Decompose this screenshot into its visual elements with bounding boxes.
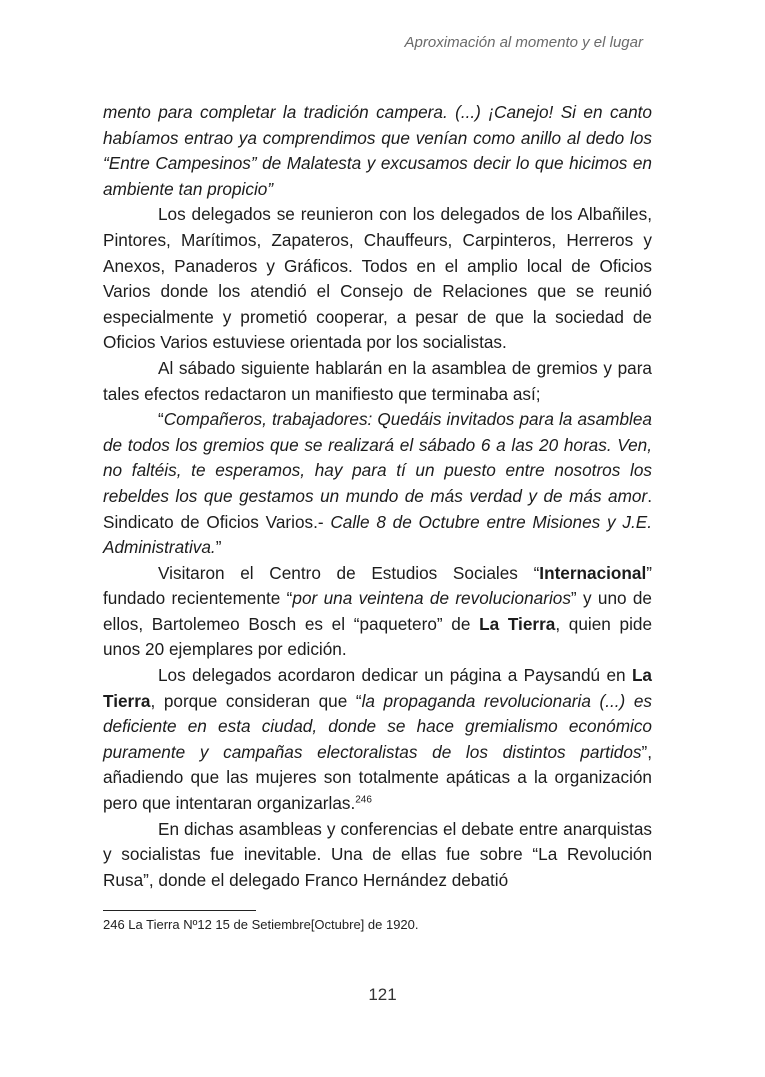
text-run: Visitaron el Centro de Estudios Sociales “: [158, 562, 540, 583]
bold-la-tierra: La Tierra: [103, 665, 652, 711]
paragraph-debates: En dichas asambleas y conferencias el debate entre anarquistas y socialistas fue inevitable. Una de ellas fue sobre “La Revolución Rusa”, donde el delegado Franco Hernández debatió: [103, 818, 652, 890]
manifesto-quote-open: “: [158, 409, 164, 430]
text-run: ”, añadiendo que las mujeres son totalmente apáticas a la organización pero que intentaran organizarlas.: [103, 741, 652, 814]
manifesto-quote: Compañeros, trabajadores: Quedáis invitados para la asamblea de todos los gremios que se realizará el sábado 6 a las 20 horas. Ven, no faltéis, te esperamos, hay para tí un puesto entre nosotros los rebeldes los que gestamos un mundo de más verdad y de más amor: [103, 409, 652, 506]
paragraph-manifesto: [103, 407, 652, 561]
running-header: Aproximación al momento y el lugar: [404, 34, 643, 51]
footnote: 246 La Tierra Nº12 15 de Setiembre[Octubre] de 1920.: [103, 917, 419, 932]
footnote-reference: 246: [355, 794, 372, 806]
paragraph-centro-estudios: [103, 561, 652, 663]
text-run: , quien pide unos 20 ejemplares por edición.: [103, 613, 653, 660]
text-run: ” y uno de ellos, Bartolemeo Bosch es el “paquetero” de: [103, 588, 652, 634]
manifesto-signature: . Sindicato de Oficios Varios.-: [103, 485, 652, 532]
body-text: [103, 100, 652, 893]
paragraph-quote-continuation: mento para completar la tradición campera. (...) ¡Canejo! Si en canto habíamos entrao ya comprendimos que venían como anillo al dedo los “Entre Campesinos” de Malatesta y excusamos decir lo que hicimos en ambiente tan propicio”: [103, 102, 652, 199]
page-number: 121: [368, 985, 397, 1004]
bold-la-tierra: La Tierra: [479, 613, 556, 634]
italic-quote: por una veintena de revolucionarios: [292, 588, 571, 609]
paragraph-paysandu: [103, 663, 652, 817]
manifesto-quote-close: ”: [215, 537, 222, 558]
text-run: Los delegados acordaron dedicar un página a Paysandú en: [158, 665, 632, 686]
paragraph-delegates-meeting: Los delegados se reunieron con los delegados de los Albañiles, Pintores, Marítimos, Zapateros, Chauffeurs, Carpinteros, Herreros y Anexos, Panaderos y Gráficos. Todos en el amplio local de Oficios Varios donde los atendió el Consejo de Relaciones que se reunió especialmente y prometió cooperar, a pesar de que la sociedad de Oficios Varios estuviese orientada por los socialistas.: [103, 204, 652, 353]
italic-quote: la propaganda revolucionaria (...) es deficiente en esta ciudad, donde se hace gremialismo económico puramente y campañas electoralistas de los distintos partidos: [103, 690, 652, 762]
paragraph-saturday-assembly: Al sábado siguiente hablarán en la asamblea de gremios y para tales efectos redactaron un manifiesto que terminaba así;: [103, 357, 652, 404]
bold-internacional: Internacional: [539, 562, 647, 583]
manifesto-address: Calle 8 de Octubre entre Misiones y J.E. Administrativa.: [103, 511, 652, 558]
footnote-divider: [103, 910, 256, 911]
text-run: , porque consideran que “: [150, 690, 362, 711]
text-run: ” fundado recientemente “: [103, 562, 652, 609]
